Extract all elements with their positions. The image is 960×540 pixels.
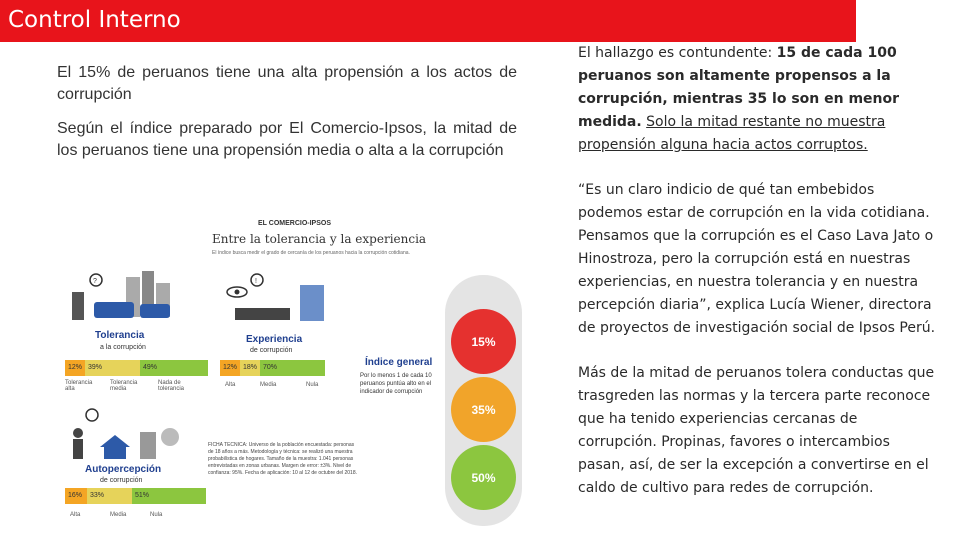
traffic-light	[445, 275, 522, 526]
autopercepcion-seg-high: 16%	[65, 488, 87, 504]
ficha-tecnica: FICHA TÉCNICA: Universo de la población encuestada: personas de 18 años a más. Metodología y técnica: se realizó una muestra probabilística de hogares. Tamaño de la muestra: 1.041 personas entrevistadas en zonas urbanas. Margen de error: ±3%. Nivel de confianza: 95%. Fecha de aplicación: 10 al 12 de octubre del 2018.	[208, 442, 357, 476]
left-text-block	[57, 62, 517, 174]
light-red: 15%	[451, 309, 516, 374]
experiencia-label-low: Nula	[306, 382, 319, 388]
autopercepcion-label-high: Alta	[70, 512, 81, 518]
autopercepcion-title: Autopercepción	[85, 464, 162, 475]
light-amber: 35%	[451, 377, 516, 442]
autopercepcion-sub: de corrupción	[100, 477, 143, 484]
experiencia-label-high: Alta	[225, 382, 236, 388]
tolerancia-seg-low: 49%	[140, 360, 208, 376]
indice-title: Índice general	[365, 357, 433, 368]
infographic	[60, 212, 535, 530]
underlined-span: Solo la mitad restante no muestra propensión alguna hacia actos corruptos.	[578, 114, 886, 153]
tolerancia-label-low: Nada de tolerancia	[158, 380, 185, 392]
autopercepcion-label-low: Nula	[150, 512, 163, 518]
autopercepcion-seg-low: 51%	[132, 488, 206, 504]
paragraph-conclusion: Más de la mitad de peruanos tolera conductas que trasgreden las normas y la tercera parte reconoce que ha tenido experiencias cercanas de corrupción. Propinas, favores o intercambios pasan, así, de ser la excepción a convertirse en el caldo de cultivo para redes de corrupción.	[578, 365, 935, 496]
tolerancia-seg-high: 12%	[65, 360, 85, 376]
tolerancia-label-mid: Tolerancia media	[110, 380, 138, 392]
autopercepcion-seg-mid: 33%	[87, 488, 132, 504]
office-eye-icon	[225, 270, 340, 330]
light-green: 50%	[451, 445, 516, 510]
svg-text:?: ?	[93, 278, 97, 285]
autopercepcion-label-mid: Media	[110, 512, 127, 518]
experiencia-title: Experiencia	[246, 334, 303, 345]
indice-text: Por lo menos 1 de cada 10 peruanos puntúa alto en el indicador de corrupción	[360, 373, 432, 395]
text-span: El hallazgo es contundente:	[578, 45, 777, 61]
tolerancia-label-high: Tolerancia alta	[65, 380, 93, 392]
paragraph-quote: “Es un claro indicio de qué tan embebidos podemos estar de corrupción en la vida cotidiana. Pensamos que la corrupción es el Caso Lava Jato o Hinostroza, pero la corrupción está en nuestras experiencias, en nuestra tolerancia y en nuestra percepción diaria”, explica Lucía Wiener, directora de proyectos de investigación social de Ipsos Perú.	[578, 182, 936, 336]
experiencia-sub: de corrupción	[250, 347, 293, 354]
header-bar	[0, 0, 856, 42]
experiencia-seg-low: 70%	[260, 360, 325, 376]
tolerancia-seg-mid: 39%	[85, 360, 140, 376]
article-body	[578, 42, 938, 522]
tolerancia-title: Tolerancia	[95, 330, 145, 341]
headline: El 15% de peruanos tiene una alta propensión a los actos de corrupción	[57, 64, 517, 103]
infographic-subtitle: El índice busca medir el grado de cercanía de los peruanos hacia la corrupción cotidiana.	[212, 250, 410, 256]
experiencia-seg-mid: 18%	[240, 360, 260, 376]
city-people-icon	[68, 267, 188, 332]
tolerancia-sub: a la corrupción	[100, 344, 146, 351]
svg-text:!: !	[255, 278, 257, 285]
paragraph-finding	[578, 42, 938, 157]
page-title: Control Interno	[8, 7, 181, 33]
experiencia-label-mid: Media	[260, 382, 277, 388]
bold-span: 15 de cada 100 peruanos son altamente propensos a la corrupción, mientras 35 lo son en menor medida.	[578, 45, 900, 130]
experiencia-seg-high: 12%	[220, 360, 240, 376]
subheadline: Según el índice preparado por El Comercio-Ipsos, la mitad de los peruanos tiene una propensión media o alta a la corrupción	[57, 120, 517, 159]
houses-people-icon	[70, 407, 190, 462]
infographic-title: Entre la tolerancia y la experiencia	[212, 232, 427, 246]
infographic-brand: EL COMERCIO-IPSOS	[258, 220, 331, 227]
